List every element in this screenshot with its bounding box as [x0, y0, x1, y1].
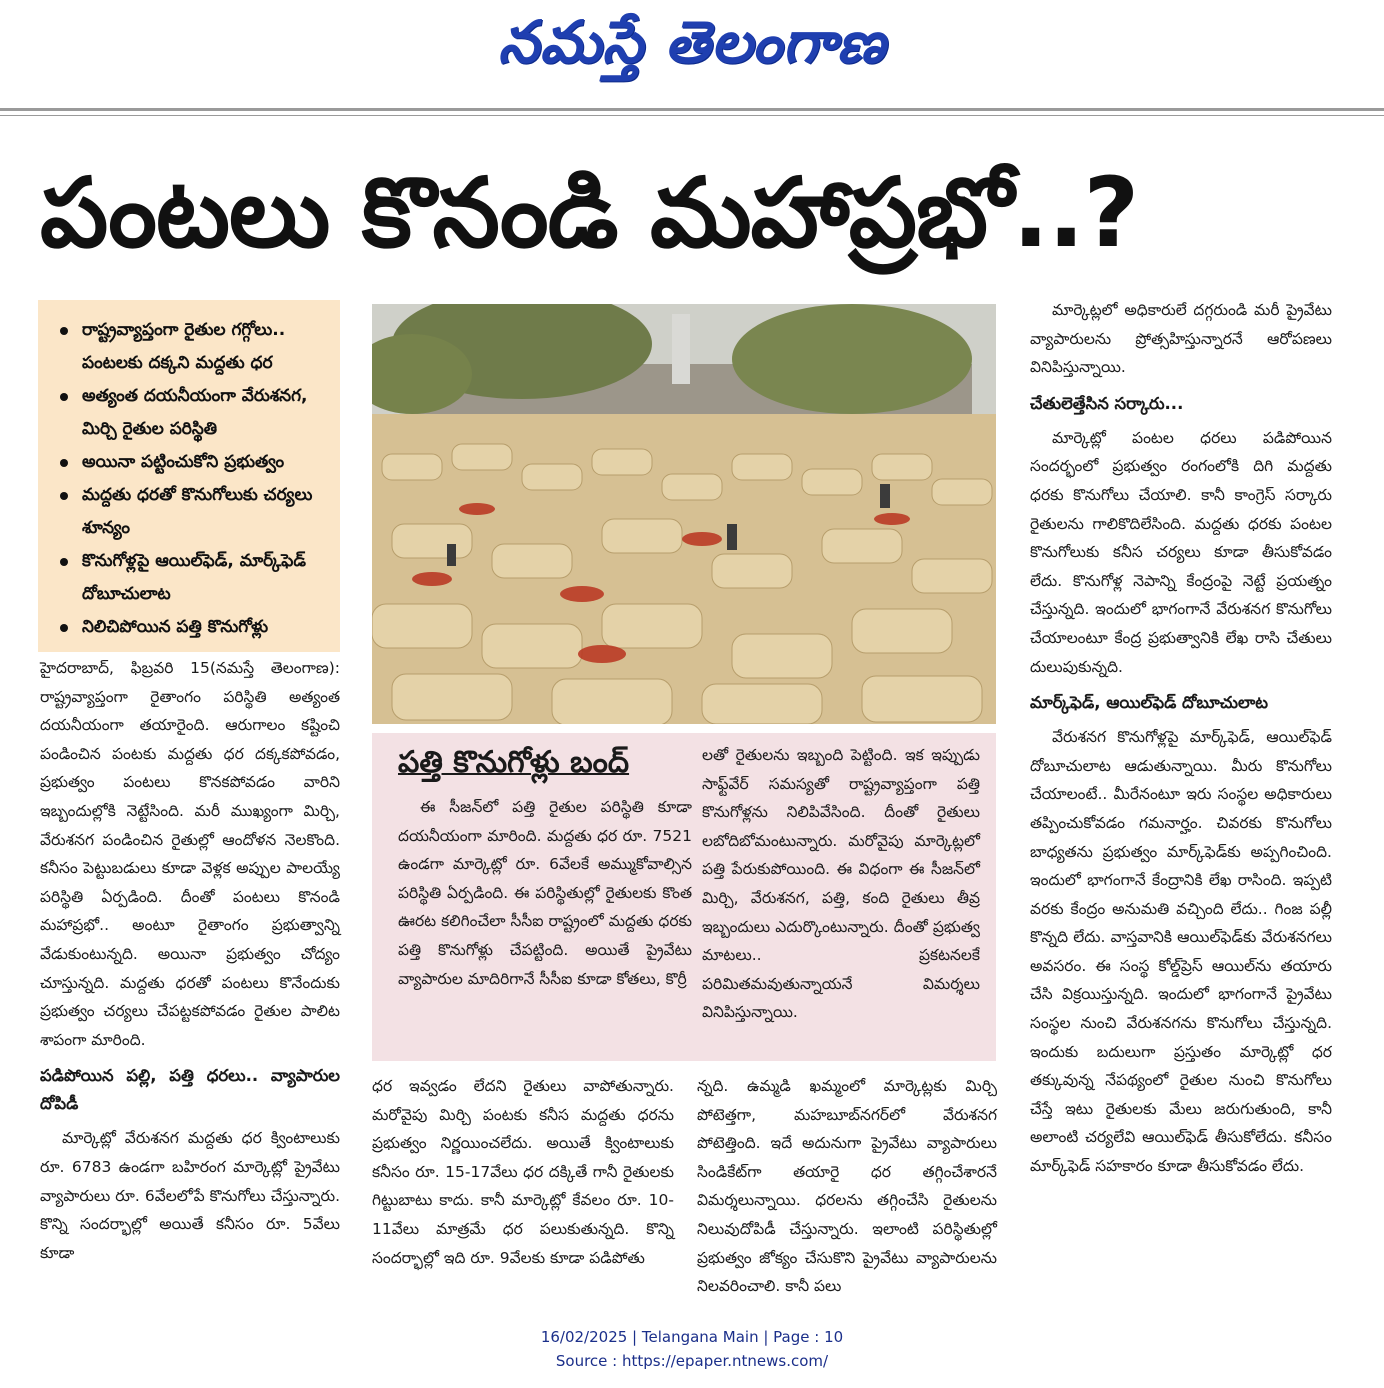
article-paragraph: ధర ఇవ్వడం లేదని రైతులు వాపోతున్నారు. మరోవైపు మిర్చి పంటకు కనీస మద్దతు ధరను ప్రభుత్వం నిర్ణయించలేదు. అయితే క్వింటాలుకు కనీసం రూ. 15-17వేలు ధర దక్కితే గానీ రైతులకు గిట్టుబాటు కాదు. కానీ మార్కెట్లో కేవలం రూ. 10-11వేలు మాత్రమే ధర పలుకుతున్నది. కొన్ని సందర్భాల్లో ఇది రూ. 9వేలకు కూడా పడిపోతు — [372, 1077, 674, 1267]
article-column-4 — [697, 1072, 997, 1301]
article-column-3 — [372, 1072, 674, 1272]
masthead — [0, 0, 1384, 96]
article-paragraph: మార్కెట్లలో అధికారులే దగ్గరుండి మరీ ప్రైవేటు వ్యాపారులను ప్రోత్సహిస్తున్నారనే ఆరోపణలు వినిపిస్తున్నాయి. — [1030, 301, 1332, 377]
highlight-item: కొనుగోళ్లపై ఆయిల్‌ఫెడ్, మార్క్‌ఫెడ్ దోబూచులాట — [58, 545, 330, 611]
highlight-item: నిలిచిపోయిన పత్తి కొనుగోళ్లు — [58, 611, 330, 644]
article-column-5 — [1030, 296, 1332, 1181]
masthead-divider — [0, 108, 1384, 111]
highlight-item: అత్యంత దయనీయంగా వేరుశనగ, మిర్చి రైతుల పరిస్థితి — [58, 380, 330, 446]
subheading: చేతులెత్తేసిన సర్కారు... — [1030, 393, 1184, 413]
cotton-sidebox — [372, 733, 996, 1061]
sidebox-title: పత్తి కొనుగోళ్లు బంద్ — [398, 745, 630, 780]
article-paragraph: మార్కెట్లో పంటల ధరలు పడిపోయిన సందర్భంలో ప్రభుత్వం రంగంలోకి దిగి మద్దతు ధరకు కొనుగోలు చేయాలి. కానీ కాంగ్రెస్ సర్కారు రైతులను గాలికొదిలేసింది. మద్దతు ధరకు పంటల కొనుగోలుకు కనీస చర్యలు కూడా తీసుకోవడం లేదు. కొనుగోళ్ల నెపాన్ని కేంద్రంపై నెట్టే ప్రయత్నం చేస్తున్నది. ఇందులో భాగంగానే వేరుశనగ కొనుగోలు చేయాలంటూ కేంద్ర ప్రభుత్వానికి లేఖ రాసి చేతులు దులుపుకున్నది. — [1030, 428, 1332, 676]
article-paragraph: మార్కెట్లో వేరుశనగ మద్దతు ధర క్వింటాలుకు రూ. 6783 ఉండగా బహిరంగ మార్కెట్లో ప్రైవేటు వ్యాపారులు రూ. 6వేలలోపే కొనుగోలు చేస్తున్నారు. కొన్ని సందర్భాల్లో అయితే కనీసం రూ. 5వేలు కూడా — [40, 1129, 340, 1262]
subheading: పడిపోయిన పల్లి, పత్తి ధరలు.. వ్యాపారుల దోపిడీ — [40, 1066, 340, 1114]
headline: పంటలు కొనండి మహాప్రభో..? — [40, 157, 1139, 269]
sidebox-left-column — [398, 741, 692, 993]
article-paragraph: వేరుశనగ కొనుగోళ్లపై మార్క్‌ఫెడ్, ఆయిల్‌ఫెడ్ దోబూచులాట ఆడుతున్నాయి. మీరు కొనుగోలు చేయాలంటే.. మీరేనంటూ ఇరు సంస్థల అధికారులు తప్పించుకోవడం గమనార్హం. చివరకు కొనుగోలు బాధ్యతను ప్రభుత్వం మార్క్‌ఫెడ్‌కు అప్పగించింది. ఇందులో భాగంగానే కేంద్రానికి లేఖ రాసింది. ఇప్పటి వరకు కేంద్రం అనుమతి వచ్చింది లేదు.. గింజ పల్లీ కొన్నది లేదు. వాస్తవానికి ఆయిల్‌ఫెడ్‌కు వేరుశనగలు అవసరం. ఈ సంస్థ కోల్డ్‌ప్రెస్ ఆయిల్‌ను తయారు చేసి విక్రయిస్తున్నది. ఇందులో భాగంగానే ప్రైవేటు సంస్థల నుంచి వేరుశనగను కొనుగోలు చేస్తున్నది. ఇందుకు బదులుగా ప్రస్తుతం మార్కెట్లో ధర తక్కువున్న నేపథ్యంలో రైతుల నుంచి కొనుగోలు చేస్తే ఇటు రైతులకు మేలు జరుగుతుంది, కానీ అలాంటి చర్యలేవి ఆయిల్‌ఫెడ్ తీసుకోలేదు. కనీసం మార్క్‌ఫెడ్ సహకారం కూడా తీసుకోవడం లేదు. — [1030, 728, 1332, 1176]
sidebox-right-column — [702, 741, 980, 1027]
masthead-divider-thin — [0, 115, 1384, 116]
sidebox-paragraph: ఈ సీజన్‌లో పత్తి రైతుల పరిస్థితి కూడా దయనీయంగా మారింది. మద్దతు ధర రూ. 7521 ఉండగా మార్కెట్లో రూ. 6వేలకే అమ్ముకోవాల్సిన పరిస్థితి ఏర్పడింది. ఈ పరిస్థితుల్లో రైతులకు కొంత ఊరట కలిగించేలా సీసీఐ రాష్ట్రంలో మద్దతు ధరకు పత్తి కొనుగోళ్లు చేపట్టింది. అయితే ప్రైవేటు వ్యాపారుల మాదిరిగానే సీసీఐ కూడా కోతలు, కొర్రీ — [398, 798, 692, 988]
edition-info: 16/02/2025 | Telangana Main | Page : 10 — [540, 1328, 844, 1346]
article-paragraph: న్నది. ఉమ్మడి ఖమ్మంలో మార్కెట్లకు మిర్చి పోటెత్తగా, మహబూబ్‌నగర్‌లో వేరుశనగ పోటెత్తింది. ఇదే అదునుగా ప్రైవేటు వ్యాపారులు సిండికేట్‌గా తయారై ధర తగ్గించేశారనే విమర్శలున్నాయి. ధరలను తగ్గించేసి రైతులను నిలువుదోపిడీ చేస్తున్నారు. ఇలాంటి పరిస్థితుల్లో ప్రభుత్వం జోక్యం చేసుకొని ప్రైవేటు వ్యాపారులను నిలవరించాలి. కానీ పలు — [697, 1077, 997, 1296]
news-photo — [372, 304, 996, 724]
article-lead: హైదరాబాద్, ఫిబ్రవరి 15(నమస్తే తెలంగాణ): రాష్ట్రవ్యాప్తంగా రైతాంగం పరిస్థితి అత్యంత దయనీయంగా తయారైంది. ఆరుగాలం కష్టించి పండించిన పంటకు మద్దతు ధర దక్కకపోవడం, ప్రభుత్వం పంటలు కొనకపోవడం వారిని ఇబ్బందుల్లోకి నెట్టేసింది. మరీ ముఖ్యంగా మిర్చి, వేరుశనగ పండించిన రైతుల్లో ఆందోళన నెలకొంది. కనీసం పెట్టుబడులు కూడా వెళ్లక అప్పుల పాలయ్యే పరిస్థితి ఏర్పడింది. దీంతో పంటలు కొనండి మహాప్రభో.. అంటూ రైతాంగం ప్రభుత్వాన్ని వేడుకుంటున్నది. అయినా ప్రభుత్వం చోద్యం చూస్తున్నది. మద్దతు ధరతో పంటలు కొనేందుకు ప్రభుత్వం చర్యలు చేపట్టకపోవడం రైతుల పాలిట శాపంగా మారింది. — [40, 659, 340, 1049]
highlight-item: మద్దతు ధరతో కొనుగోలుకు చర్యలు శూన్యం — [58, 479, 330, 545]
highlights-box — [38, 300, 340, 652]
source-link[interactable]: Source : https://epaper.ntnews.com/ — [555, 1352, 829, 1370]
page-footer — [0, 1325, 1384, 1373]
sidebox-paragraph: లతో రైతులను ఇబ్బంది పెట్టింది. ఇక ఇప్పుడు సాఫ్ట్‌వేర్ సమస్యతో రాష్ట్రవ్యాప్తంగా పత్తి కొనుగోళ్లను నిలిపివేసింది. దీంతో రైతులు లబోదిబోమంటున్నారు. మరోవైపు మార్కెట్లలో పత్తి పేరుకుపోయింది. ఈ విధంగా ఈ సీజన్‌లో మిర్చి, వేరుశనగ, పత్తి, కంది రైతులు తీవ్ర ఇబ్బందులు ఎదుర్కొంటున్నారు. దీంతో ప్రభుత్వ మాటలు.. ప్రకటనలకే పరిమితమవుతున్నాయనే విమర్శలు వినిపిస్తున్నాయి. — [702, 746, 980, 1022]
article-column-1 — [40, 654, 340, 1267]
subheading: మార్క్‌ఫెడ్, ఆయిల్‌ఫెడ్ దోబూచులాట — [1030, 693, 1269, 713]
highlight-item: అయినా పట్టించుకోని ప్రభుత్వం — [58, 446, 330, 479]
highlight-item: రాష్ట్రవ్యాప్తంగా రైతుల గగ్గోలు.. పంటలకు దక్కని మద్దతు ధర — [58, 314, 330, 380]
market-yard-photo — [372, 304, 996, 724]
newspaper-logo: నమస్తే తెలంగాణ — [498, 8, 886, 76]
